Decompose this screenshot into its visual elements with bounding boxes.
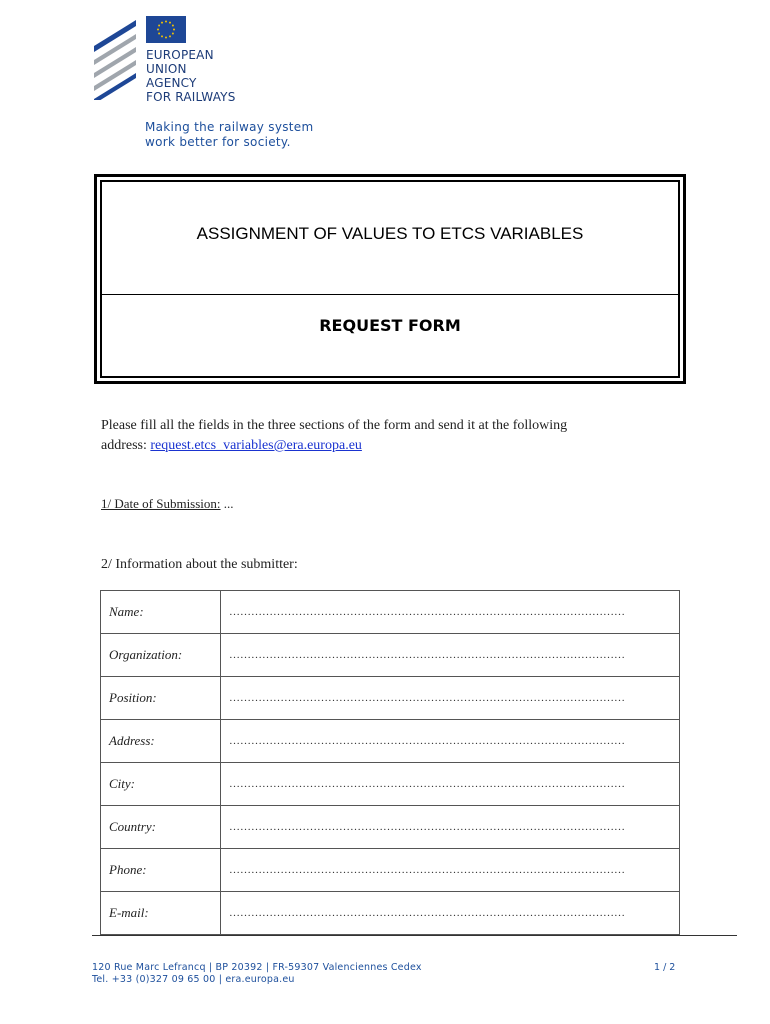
table-row — [101, 720, 680, 763]
intro-line-2 — [101, 436, 567, 456]
field-label: Organization: — [101, 634, 221, 677]
date-of-submission — [101, 496, 234, 512]
field-label: Name: — [101, 591, 221, 634]
agency-line: FOR RAILWAYS — [146, 90, 236, 104]
agency-name — [146, 48, 236, 104]
address-field[interactable]: ……………………………………………………………………………………………… — [221, 720, 680, 763]
footer-divider — [92, 935, 737, 936]
agency-line: UNION — [146, 62, 187, 76]
field-label: Address: — [101, 720, 221, 763]
title-box-divider — [102, 294, 678, 295]
eu-flag-icon — [146, 16, 186, 43]
date-label: 1/ Date of Submission: — [101, 496, 221, 511]
footer-line: 120 Rue Marc Lefrancq | BP 20392 | FR-59307 Valenciennes Cedex — [92, 962, 422, 973]
field-label: Country: — [101, 806, 221, 849]
tagline — [145, 120, 313, 150]
table-row — [101, 634, 680, 677]
table-row — [101, 892, 680, 935]
field-label: Phone: — [101, 849, 221, 892]
footer-line: Tel. +33 (0)327 09 65 00 | era.europa.eu — [92, 974, 295, 985]
table-row — [101, 591, 680, 634]
intro-paragraph — [101, 416, 567, 456]
position-field[interactable]: ……………………………………………………………………………………………… — [221, 677, 680, 720]
field-label: E-mail: — [101, 892, 221, 935]
agency-line: EUROPEAN — [146, 48, 214, 62]
date-value[interactable]: ... — [220, 496, 234, 511]
field-label: City: — [101, 763, 221, 806]
country-field[interactable]: ……………………………………………………………………………………………… — [221, 806, 680, 849]
tagline-line: work better for society. — [145, 135, 291, 149]
field-label: Position: — [101, 677, 221, 720]
table-row — [101, 806, 680, 849]
name-field[interactable]: ……………………………………………………………………………………………… — [221, 591, 680, 634]
intro-line: Please fill all the fields in the three sections of the form and send it at the following — [101, 418, 568, 433]
railway-stripes-icon — [92, 16, 142, 100]
title-box — [94, 174, 686, 384]
document-title: ASSIGNMENT OF VALUES TO ETCS VARIABLES — [196, 224, 584, 243]
table-row — [101, 677, 680, 720]
organization-field[interactable]: ……………………………………………………………………………………………… — [221, 634, 680, 677]
intro-address-prefix: address: — [101, 438, 151, 453]
page-number: 1 / 2 — [654, 962, 676, 973]
title-box-inner-border — [100, 180, 680, 378]
table-row — [101, 763, 680, 806]
tagline-line: Making the railway system — [145, 120, 314, 134]
table-row — [101, 849, 680, 892]
email-field[interactable]: ……………………………………………………………………………………………… — [221, 892, 680, 935]
phone-field[interactable]: ……………………………………………………………………………………………… — [221, 849, 680, 892]
document-subtitle: REQUEST FORM — [319, 316, 461, 335]
agency-line: AGENCY — [146, 76, 197, 90]
email-link[interactable]: request.etcs_variables@era.europa.eu — [150, 438, 362, 453]
footer-address — [92, 962, 422, 986]
city-field[interactable]: ……………………………………………………………………………………………… — [221, 763, 680, 806]
submitter-info-table — [100, 590, 680, 935]
section-2-heading: 2/ Information about the submitter: — [101, 557, 298, 572]
